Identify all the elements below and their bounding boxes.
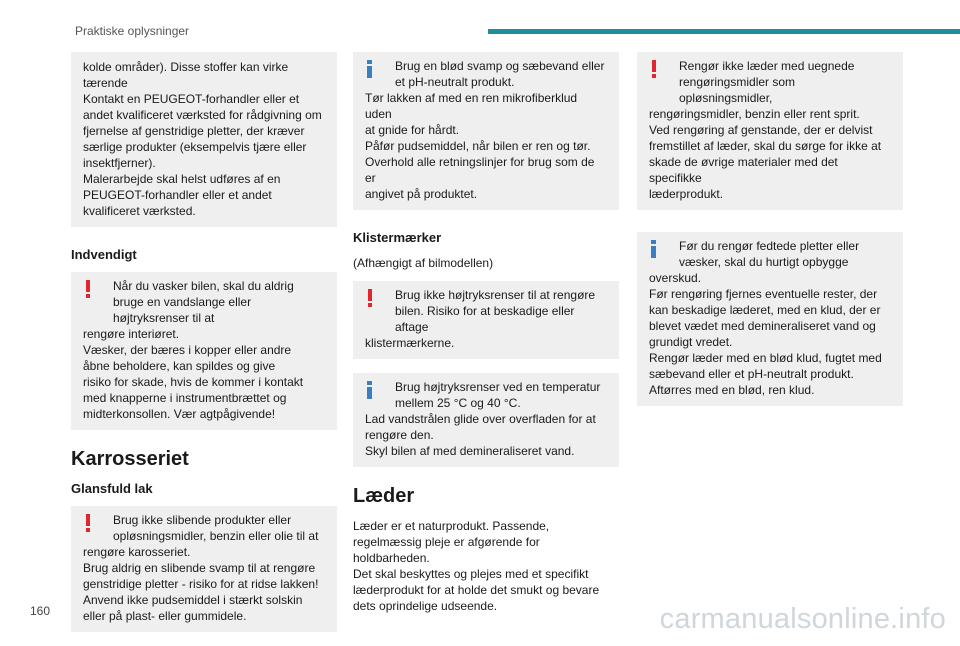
text-line: blevet vædet med demineraliseret vand og — [649, 319, 876, 333]
warning-text-rest — [365, 335, 607, 351]
text-line: holdbarheden. — [353, 551, 430, 565]
text-line: kolde områder). Disse stoffer kan virke — [83, 60, 289, 74]
text-line: Malerarbejde skal helst udføres af en — [83, 172, 281, 186]
text-line: tærende — [83, 76, 128, 90]
info-text-first: Før du rengør fedtede pletter eller væsker, skal du hurtigt opbygge — [679, 239, 860, 269]
laeder-text — [353, 518, 619, 614]
warning-text-first: Brug ikke højtryksrenser til at rengøre bilen. Risiko for at beskadige eller aftage — [395, 288, 596, 334]
text-line: andet kvalificeret værksted for rådgivning om — [83, 108, 322, 122]
klister-note: (Afhængigt af bilmodellen) — [353, 256, 494, 270]
text-line: eller på plast- eller gummidele. — [83, 609, 247, 623]
running-header: Praktiske oplysninger — [75, 24, 190, 38]
text-line: regelmæssig pleje er afgørende for — [353, 535, 540, 549]
info-icon — [367, 381, 372, 399]
text-line: PEUGEOT-forhandler eller et andet — [83, 188, 272, 202]
info-icon — [651, 240, 656, 258]
column-3 — [637, 52, 903, 420]
text-line: overskud. — [649, 271, 702, 285]
text-line: kan beskadige læderet, med en klud, der er — [649, 303, 881, 317]
warning-text-rest — [649, 106, 891, 202]
page-number: 160 — [30, 604, 51, 618]
warning-text-rest — [83, 544, 325, 624]
column-2 — [353, 52, 619, 624]
text-line: Væsker, der bæres i kopper eller andre — [83, 343, 292, 357]
heading-klistermaerker: Klistermærker — [353, 230, 442, 245]
warning-icon — [368, 289, 373, 307]
text-line: rengøre den. — [365, 428, 434, 442]
text-line: Overhold alle retningslinjer for brug som de er — [365, 155, 595, 185]
header-accent-bar — [488, 29, 960, 34]
text-line: Det skal beskyttes og plejes med et specifikt — [353, 567, 589, 581]
warning-icon — [86, 280, 91, 298]
warning-box-lak — [71, 506, 337, 632]
text-line: kvalificeret værksted. — [83, 204, 196, 218]
text-line: dets oprindelige udseende. — [353, 599, 498, 613]
text-line: Anvend ikke pudsemiddel i stærkt solskin — [83, 593, 303, 607]
info-box-hojtryk — [353, 373, 619, 467]
text-line: med knapperne i instrumentbrættet og — [83, 391, 287, 405]
text-line: åbne beholdere, kan spildes og give — [83, 359, 276, 373]
text-line: skade de øvrige materialer med det specifikke — [649, 155, 838, 185]
text-line: fjernelse af genstridige pletter, der kræver — [83, 124, 305, 138]
warning-box-klister — [353, 281, 619, 359]
text-line: risiko for skade, hvis de kommer i kontakt — [83, 375, 304, 389]
text-line: Kontakt en PEUGEOT-forhandler eller et — [83, 92, 300, 106]
warning-text-first: Brug ikke slibende produkter eller opløsningsmidler, benzin eller olie til at — [113, 513, 319, 543]
text-line: midterkonsollen. Vær agtpågivende! — [83, 407, 276, 421]
text-line: angivet på produktet. — [365, 187, 478, 201]
info-box-lak — [353, 52, 619, 210]
note-box-continued — [71, 52, 337, 227]
heading-karrosseriet: Karrosseriet — [71, 448, 189, 470]
text-line: genstridige pletter - risiko for at ridse lakken! — [83, 577, 319, 591]
column-1 — [71, 52, 337, 646]
heading-indvendigt: Indvendigt — [71, 247, 137, 262]
text-line: rengøre interiøret. — [83, 327, 180, 341]
text-line: læderprodukt for at holde det smukt og bevare — [353, 583, 600, 597]
warning-text-rest — [83, 326, 325, 422]
text-line: Skyl bilen af med demineraliseret vand. — [365, 444, 575, 458]
warning-text-first: Rengør ikke læder med uegnede rengøringsmidler som opløsningsmidler, — [679, 59, 855, 105]
text-line: Rengør læder med en blød klud, fugtet med — [649, 351, 882, 365]
text-line: at gnide for hårdt. — [365, 123, 460, 137]
warning-box-laeder — [637, 52, 903, 210]
info-text-rest — [365, 411, 607, 459]
text-line: insektfjerner). — [83, 156, 156, 170]
text-line: fremstillet af læder, skal du sørge for ikke at — [649, 139, 882, 153]
watermark: carmanualsonline.info — [659, 603, 946, 635]
text-line: Påfør pudsemiddel, når bilen er ren og tør. — [365, 139, 591, 153]
warning-icon — [652, 60, 657, 78]
text-line: rengøre karosseriet. — [83, 545, 191, 559]
info-text-rest — [365, 90, 607, 202]
info-text-first: Brug højtryksrenser ved en temperatur mellem 25 °C og 40 °C. — [395, 380, 601, 410]
warning-icon — [86, 514, 91, 532]
text-line: Brug aldrig en slibende svamp til at rengøre — [83, 561, 316, 575]
warning-text-first: Når du vasker bilen, skal du aldrig bruge en vandslange eller højtryksrenser til at — [113, 279, 294, 325]
text-line: Læder er et naturprodukt. Passende, — [353, 519, 550, 533]
text-line: Før rengøring fjernes eventuelle rester, der — [649, 287, 878, 301]
info-text-first: Brug en blød svamp og sæbevand eller et pH-neutralt produkt. — [395, 59, 605, 89]
text-line: Lad vandstrålen glide over overfladen for at — [365, 412, 596, 426]
text-line: sæbevand eller et pH-neutralt produkt. — [649, 367, 854, 381]
text-line: Ved rengøring af genstande, der er delvist — [649, 123, 873, 137]
warning-box-indvendigt — [71, 272, 337, 430]
text-line: særlige produkter (eksempelvis tjære eller — [83, 140, 307, 154]
text-line: grundigt vredet. — [649, 335, 733, 349]
text-line: rengøringsmidler, benzin eller rent sprit. — [649, 107, 860, 121]
info-box-laeder — [637, 232, 903, 406]
text-line: Aftørres med en blød, ren klud. — [649, 383, 815, 397]
info-text-rest — [649, 270, 891, 398]
box1-text — [83, 59, 325, 219]
info-icon — [367, 60, 372, 78]
heading-glansfuld-lak: Glansfuld lak — [71, 481, 153, 496]
text-line: læderprodukt. — [649, 187, 724, 201]
heading-laeder: Læder — [353, 485, 415, 507]
text-line: Tør lakken af med en ren mikrofiberklud uden — [365, 91, 578, 121]
text-line: klistermærkerne. — [365, 336, 455, 350]
